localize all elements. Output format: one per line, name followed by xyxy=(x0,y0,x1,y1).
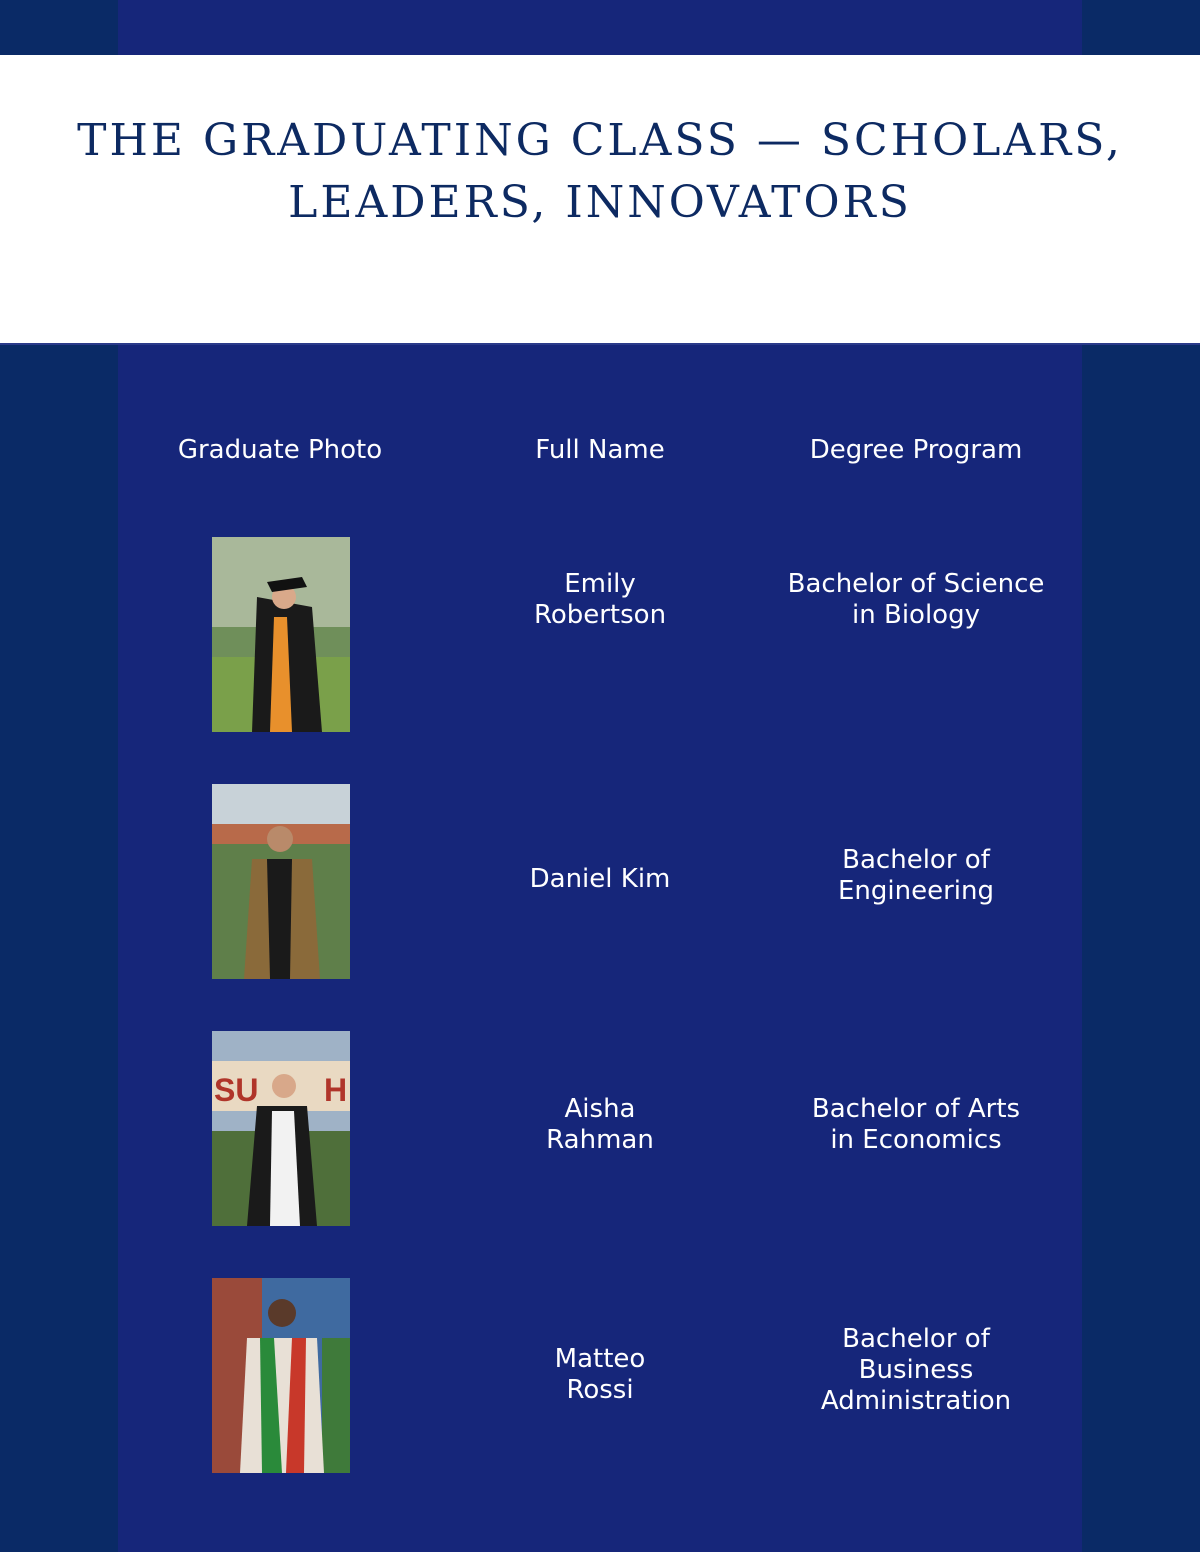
graduate-photo-daniel xyxy=(212,784,350,979)
table-row-3-name: Aisha Rahman xyxy=(546,1094,654,1155)
graduate-photo-aisha xyxy=(212,1031,350,1226)
title-line-1: THE GRADUATING CLASS — SCHOLARS, xyxy=(77,115,1123,166)
svg-text:H: H xyxy=(324,1072,348,1108)
table-row-4-degree: Bachelor of Business Administration xyxy=(820,1324,1012,1416)
column-header-degree: Degree Program xyxy=(809,435,1023,465)
table-row-3-degree: Bachelor of Arts in Economics xyxy=(811,1094,1021,1155)
svg-text:SU: SU xyxy=(214,1072,259,1108)
title-line-2: LEADERS, INNOVATORS xyxy=(288,177,912,228)
table-row-1-name: Emily Robertson xyxy=(533,569,667,630)
table-row-1-degree: Bachelor of Science in Biology xyxy=(787,569,1045,630)
table-row-2-name: Daniel Kim xyxy=(529,864,671,894)
graduate-photo-emily xyxy=(212,537,350,732)
column-header-photo: Graduate Photo xyxy=(177,435,383,465)
column-header-name: Full Name xyxy=(535,435,665,465)
table-row-2-degree: Bachelor of Engineering xyxy=(838,845,994,906)
page-title xyxy=(0,110,1200,234)
table-row-4-name: Matteo Rossi xyxy=(554,1344,646,1405)
graduate-photo-matteo xyxy=(212,1278,350,1473)
